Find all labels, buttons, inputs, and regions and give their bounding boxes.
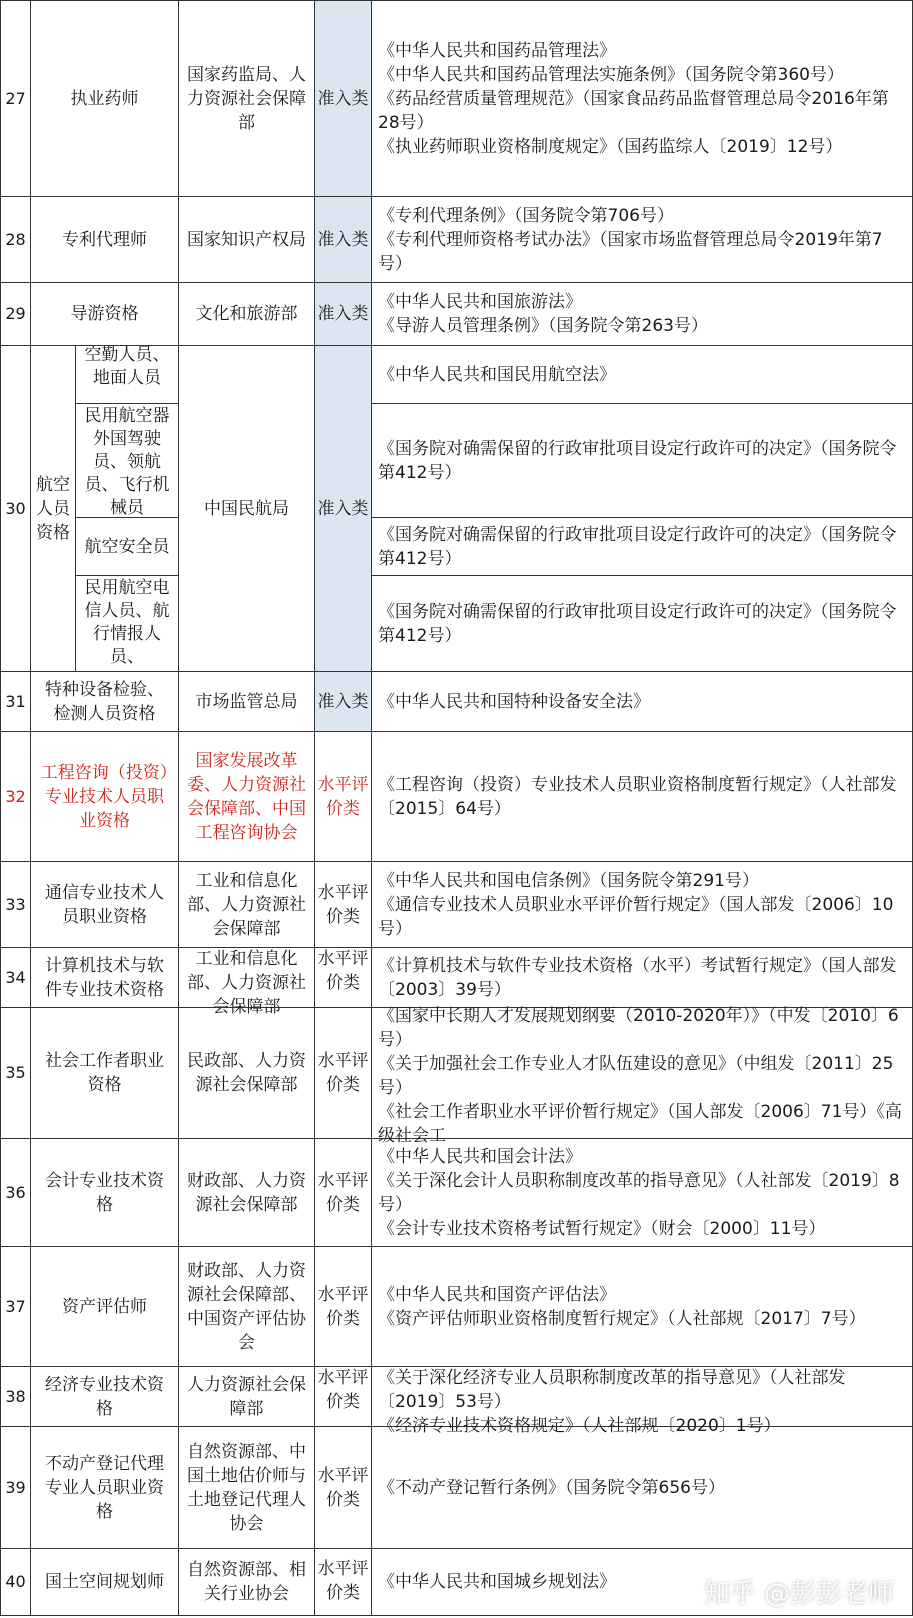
- legal-basis: [372, 1427, 913, 1549]
- basis-line: 《国家中长期人才发展规划纲要（2010-2020年）》（中发〔2010〕6号）: [378, 1005, 899, 1050]
- category-text: 水平评价类: [317, 1367, 369, 1412]
- basis-line: 《药品经营质量管理规范》（国家食品药品监督管理总局令2016年第28号）: [378, 88, 889, 133]
- basis-line: 《中华人民共和国民用航空法》: [378, 364, 616, 385]
- category: 水平评价类: [315, 1427, 372, 1549]
- row-number: 32: [1, 732, 31, 862]
- legal-basis: [372, 672, 913, 732]
- qualification-name: 会计专业技术资格: [31, 1139, 179, 1247]
- basis-line: 《中华人民共和国电信条例》（国务院令第291号）: [378, 870, 759, 891]
- table-row: [1, 732, 913, 862]
- qualification-name: 执业药师: [31, 1, 179, 197]
- department: 国家药监局、人力资源社会保障部: [179, 1, 315, 197]
- department: 人力资源社会保障部: [179, 1367, 315, 1427]
- row-number: 29: [1, 283, 31, 346]
- table-row: [1, 1139, 913, 1247]
- category: 水平评价类: [315, 1139, 372, 1247]
- department: 市场监管总局: [179, 672, 315, 732]
- row-number: 34: [1, 948, 31, 1008]
- category: 准入类: [315, 672, 372, 732]
- legal-basis: [372, 862, 913, 948]
- table-row: [1, 1, 913, 197]
- department: 工业和信息化部、人力资源社会保障部: [179, 862, 315, 948]
- category: 水平评价类: [315, 862, 372, 948]
- category: 准入类: [315, 197, 372, 283]
- legal-basis: [372, 948, 913, 1008]
- legal-basis: [372, 346, 913, 404]
- qualification-name: 导游资格: [31, 283, 179, 346]
- legal-basis: [372, 283, 913, 346]
- qualification-name: 社会工作者职业资格: [31, 1008, 179, 1139]
- department: 财政部、人力资源社会保障部、中国资产评估协会: [179, 1247, 315, 1367]
- qualification-name: 计算机技术与软件专业技术资格: [31, 948, 179, 1008]
- category: [315, 1549, 372, 1616]
- basis-line: 《导游人员管理条例》（国务院令第263号）: [378, 316, 708, 336]
- basis-line: 《会计专业技术资格考试暂行规定》（财会〔2000〕11号）: [378, 1218, 826, 1239]
- category: 水平评价类: [315, 732, 372, 862]
- legal-basis: [372, 1, 913, 197]
- sub-qualification: [76, 404, 179, 518]
- department: 国家知识产权局: [179, 197, 315, 283]
- basis-line: 《国务院对确需保留的行政审批项目设定行政许可的决定》（国务院令第412号）: [378, 438, 897, 483]
- row-number: 35: [1, 1008, 31, 1139]
- basis-line: 《社会工作者职业水平评价暂行规定》（国人部发〔2006〕71号）《高级社会工: [378, 1101, 902, 1146]
- qualification-name: 不动产登记代理专业人员职业资格: [31, 1427, 179, 1549]
- qualification-name: 通信专业技术人员职业资格: [31, 862, 179, 948]
- legal-basis: [372, 1139, 913, 1247]
- sub-qualification-text: 民用航空电信人员、航行情报人员、: [84, 577, 170, 667]
- qualification-name: 工程咨询（投资）专业技术人员职业资格: [31, 732, 179, 862]
- table-row: [1, 948, 913, 1008]
- category: 准入类: [315, 1, 372, 197]
- basis-line: 《国务院对确需保留的行政审批项目设定行政许可的决定》（国务院令第412号）: [378, 601, 897, 646]
- department: 自然资源部、中国土地估价师与土地登记代理人协会: [179, 1427, 315, 1549]
- table-row: [1, 404, 913, 518]
- basis-line: 《中华人民共和国药品管理法实施条例》（国务院令第360号）: [378, 64, 844, 85]
- basis-line: 《经济专业技术资格规定》（人社部规〔2020〕1号）: [378, 1415, 781, 1436]
- legal-basis: [372, 1367, 913, 1436]
- basis-line: 《中华人民共和国资产评估法》: [378, 1284, 616, 1305]
- table-row: [1, 576, 913, 672]
- legal-basis: [372, 518, 913, 576]
- category: 准入类: [315, 346, 372, 672]
- qualification-name: 资产评估师: [31, 1247, 179, 1367]
- category-text: 水平评价类: [317, 1559, 369, 1603]
- basis-line: 《关于加强社会工作专业人才队伍建设的意见》（中组发〔2011〕25号）: [378, 1053, 894, 1098]
- basis-line: 《资产评估师职业资格制度暂行规定》（人社部规〔2017〕7号）: [378, 1308, 866, 1329]
- category: [315, 948, 372, 1008]
- row-number: 27: [1, 1, 31, 197]
- basis-line: 《工程咨询（投资）专业技术人员职业资格制度暂行规定》（人社部发〔2015〕64号）: [378, 774, 897, 819]
- row-number: 31: [1, 672, 31, 732]
- table-row: [1, 283, 913, 346]
- department-text: 工业和信息化部、人力资源社会保障部: [187, 948, 306, 1017]
- basis-line: 《专利代理师资格考试办法》（国家市场监督管理总局令2019年第7号）: [378, 229, 883, 274]
- qualification-name: 经济专业技术资格: [31, 1367, 179, 1427]
- category: 准入类: [315, 283, 372, 346]
- sub-qualification: [76, 346, 179, 404]
- department: 国家发展改革委、人力资源社会保障部、中国工程咨询协会: [179, 732, 315, 862]
- category-text: 水平评价类: [317, 948, 369, 993]
- sub-qualification: 航空安全员: [76, 518, 179, 576]
- table-row: [1, 1367, 913, 1427]
- row-number: 36: [1, 1139, 31, 1247]
- table-row: [1, 1008, 913, 1139]
- department: 民政部、人力资源社会保障部: [179, 1008, 315, 1139]
- table-row: [1, 672, 913, 732]
- department: 中国民航局: [179, 346, 315, 672]
- qualification-name: 国土空间规划师: [31, 1549, 179, 1616]
- qualification-name: 专利代理师: [31, 197, 179, 283]
- table-row: [1, 518, 913, 576]
- table-row: [1, 862, 913, 948]
- basis-line: 《中华人民共和国药品管理法》: [378, 40, 616, 61]
- sub-qualification-text: 空勤人员、地面人员: [84, 344, 170, 388]
- basis-line: 《计算机技术与软件专业技术资格（水平）考试暂行规定》（国人部发〔2003〕39号）: [378, 955, 897, 1000]
- row-number: 33: [1, 862, 31, 948]
- legal-basis: [372, 197, 913, 283]
- category: 水平评价类: [315, 1247, 372, 1367]
- table-row: [1, 346, 913, 404]
- basis-line: 《中华人民共和国旅游法》: [378, 292, 582, 312]
- row-number: 40: [1, 1549, 31, 1616]
- table-row: [1, 1427, 913, 1549]
- row-number: 30: [1, 346, 31, 672]
- basis-line: 《通信专业技术人员职业水平评价暂行规定》（国人部发〔2006〕10号）: [378, 894, 894, 939]
- legal-basis: [372, 732, 913, 862]
- legal-basis: [372, 1005, 913, 1146]
- basis-line: 《关于深化会计人员职称制度改革的指导意见》（人社部发〔2019〕8号）: [378, 1170, 900, 1215]
- basis-line: 《不动产登记暂行条例》（国务院令第656号）: [378, 1477, 725, 1498]
- department: 文化和旅游部: [179, 283, 315, 346]
- legal-basis: [372, 1247, 913, 1367]
- table-row: [1, 1247, 913, 1367]
- row-number: 38: [1, 1367, 31, 1427]
- legal-basis: [372, 576, 913, 672]
- basis-line: 《专利代理条例》（国务院令第706号）: [378, 205, 674, 226]
- qualification-name: 特种设备检验、检测人员资格: [31, 672, 179, 732]
- row-number: 28: [1, 197, 31, 283]
- basis-line: 《中华人民共和国会计法》: [378, 1146, 582, 1167]
- sub-qualification: [76, 576, 179, 672]
- category: [315, 1367, 372, 1427]
- basis-line: 《关于深化经济专业人员职称制度改革的指导意见》（人社部发〔2019〕53号）: [378, 1367, 846, 1412]
- table-row: [1, 197, 913, 283]
- watermark: 知乎 @彭彭老师: [703, 1579, 894, 1609]
- row-number: 37: [1, 1247, 31, 1367]
- row-number: 39: [1, 1427, 31, 1549]
- department: 财政部、人力资源社会保障部: [179, 1139, 315, 1247]
- qualification-name: 航空人员资格: [31, 346, 76, 672]
- basis-line: 《国务院对确需保留的行政审批项目设定行政许可的决定》（国务院令第412号）: [378, 524, 897, 569]
- basis-line: 《执业药师职业资格制度规定》（国药监综人〔2019〕12号）: [378, 136, 843, 157]
- basis-line: 《中华人民共和国特种设备安全法》: [378, 691, 650, 712]
- basis-line: 《中华人民共和国城乡规划法》: [378, 1572, 616, 1592]
- category: 水平评价类: [315, 1008, 372, 1139]
- department: [179, 948, 315, 1017]
- sub-qualification-text: 民用航空器外国驾驶员、领航员、飞行机械员: [84, 405, 170, 518]
- legal-basis: [372, 404, 913, 518]
- department: 自然资源部、相关行业协会: [179, 1549, 315, 1616]
